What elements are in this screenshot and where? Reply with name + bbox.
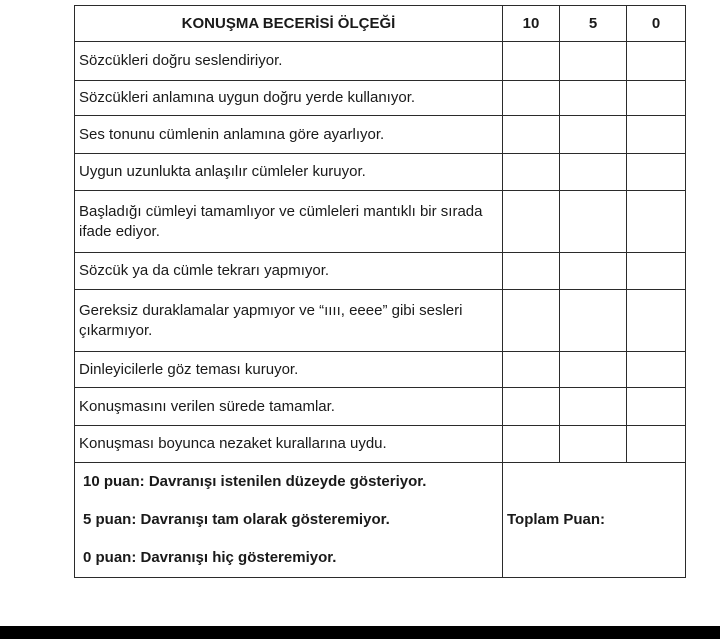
criterion-text: Uygun uzunlukta anlaşılır cümleler kuruyor. — [75, 154, 503, 191]
legend-line-5: 5 puan: Davranışı tam olarak gösteremiyor. — [83, 511, 390, 528]
legend-row — [75, 463, 686, 578]
table-row — [75, 191, 686, 253]
score-cell — [503, 388, 560, 426]
score-cell — [560, 253, 627, 290]
rating-scale-table — [74, 5, 686, 578]
criterion-text: Sözcükleri doğru seslendiriyor. — [75, 42, 503, 81]
table-row — [75, 352, 686, 388]
score-cell — [503, 42, 560, 81]
legend-line-10: 10 puan: Davranışı istenilen düzeyde gösteriyor. — [83, 473, 427, 490]
criterion-text: Konuşmasını verilen sürede tamamlar. — [75, 388, 503, 426]
table-row — [75, 253, 686, 290]
table-row — [75, 388, 686, 426]
score-header-0: 0 — [627, 6, 686, 42]
score-cell — [627, 290, 686, 352]
score-cell — [503, 426, 560, 463]
score-cell — [503, 81, 560, 116]
score-header-10: 10 — [503, 6, 560, 42]
total-score-label: Toplam Puan: — [503, 463, 686, 578]
score-legend — [75, 463, 503, 578]
score-cell — [560, 290, 627, 352]
score-cell — [627, 426, 686, 463]
criterion-text: Sözcük ya da cümle tekrarı yapmıyor. — [75, 253, 503, 290]
score-cell — [560, 191, 627, 253]
criterion-text: Sözcükleri anlamına uygun doğru yerde kullanıyor. — [75, 81, 503, 116]
score-cell — [503, 352, 560, 388]
header-row — [75, 6, 686, 42]
table-row — [75, 426, 686, 463]
score-cell — [627, 253, 686, 290]
table-row — [75, 42, 686, 81]
score-cell — [627, 116, 686, 154]
legend-line-0: 0 puan: Davranışı hiç gösteremiyor. — [83, 549, 337, 566]
score-cell — [503, 116, 560, 154]
score-cell — [560, 81, 627, 116]
score-cell — [503, 290, 560, 352]
score-cell — [560, 42, 627, 81]
scale-title: KONUŞMA BECERİSİ ÖLÇEĞİ — [75, 6, 503, 42]
score-cell — [560, 154, 627, 191]
table-row — [75, 81, 686, 116]
table-row — [75, 154, 686, 191]
score-cell — [627, 81, 686, 116]
score-cell — [627, 191, 686, 253]
criterion-text: Gereksiz duraklamalar yapmıyor ve “ıııı, eeee” gibi sesleri çıkarmıyor. — [75, 290, 503, 352]
score-cell — [560, 388, 627, 426]
table-row — [75, 290, 686, 352]
score-cell — [560, 116, 627, 154]
table-row — [75, 116, 686, 154]
score-cell — [627, 154, 686, 191]
bottom-bar — [0, 626, 720, 639]
score-cell — [627, 388, 686, 426]
score-header-5: 5 — [560, 6, 627, 42]
score-cell — [627, 42, 686, 81]
score-cell — [503, 191, 560, 253]
score-cell — [560, 352, 627, 388]
criterion-text: Dinleyicilerle göz teması kuruyor. — [75, 352, 503, 388]
score-cell — [503, 253, 560, 290]
score-cell — [560, 426, 627, 463]
criterion-text: Ses tonunu cümlenin anlamına göre ayarlıyor. — [75, 116, 503, 154]
criterion-text: Başladığı cümleyi tamamlıyor ve cümleleri mantıklı bir sırada ifade ediyor. — [75, 191, 503, 253]
criterion-text: Konuşması boyunca nezaket kurallarına uydu. — [75, 426, 503, 463]
score-cell — [503, 154, 560, 191]
score-cell — [627, 352, 686, 388]
